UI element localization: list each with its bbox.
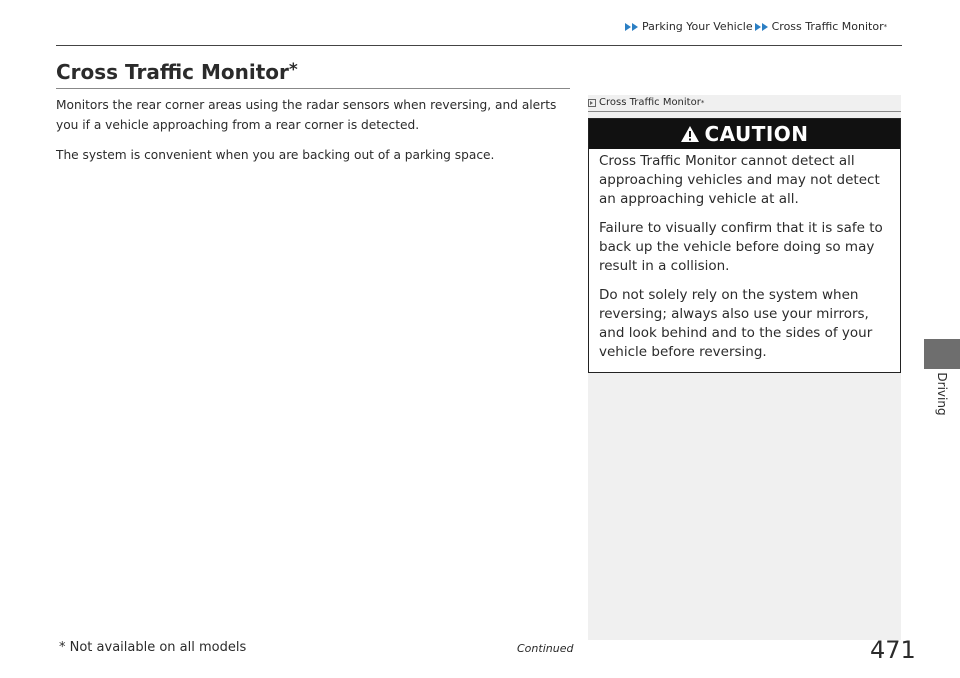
breadcrumb-section: Parking Your Vehicle [642, 20, 753, 33]
body-paragraph: The system is convenient when you are backing out of a parking space. [56, 148, 495, 162]
breadcrumb [623, 20, 887, 33]
sidebar-divider [588, 111, 901, 112]
breadcrumb-page: Cross Traffic Monitor [771, 20, 884, 33]
footnote-marker: * [883, 22, 888, 31]
caution-paragraph: Do not solely rely on the system when reversing; always also use your mirrors, and look behind and to the sides of your vehicle before reversing. [599, 287, 873, 360]
continued-label: Continued [517, 642, 574, 655]
footnote: * Not available on all models [59, 640, 247, 655]
footnote-marker: * [288, 60, 298, 80]
page-title-text: Cross Traffic Monitor [56, 60, 289, 84]
warning-triangle-icon [680, 125, 700, 143]
caution-paragraph: Cross Traffic Monitor cannot detect all approaching vehicles and may not detect an approaching vehicle at all. [599, 153, 880, 207]
header-divider [56, 45, 902, 46]
sidebar-heading [588, 97, 704, 108]
chapter-tab-label: Driving [935, 372, 949, 416]
caution-header [589, 119, 900, 149]
page-number: 471 [870, 636, 916, 664]
double-arrow-icon [755, 23, 769, 31]
caution-box [588, 118, 901, 373]
caution-body [589, 149, 900, 362]
reference-icon [588, 99, 596, 107]
page-title [56, 60, 298, 84]
body-paragraph: Monitors the rear corner areas using the radar sensors when reversing, and alerts you if a vehicle approaching from a rear corner is detected. [56, 98, 557, 132]
caution-label: CAUTION [704, 122, 809, 146]
double-arrow-icon [625, 23, 639, 31]
title-divider [56, 88, 570, 89]
main-body [56, 95, 561, 165]
chapter-tab-marker [924, 339, 960, 369]
caution-paragraph: Failure to visually confirm that it is safe to back up the vehicle before doing so may result in a collision. [599, 220, 883, 274]
footnote-marker: * [700, 98, 705, 107]
sidebar-heading-text: Cross Traffic Monitor [599, 97, 701, 108]
